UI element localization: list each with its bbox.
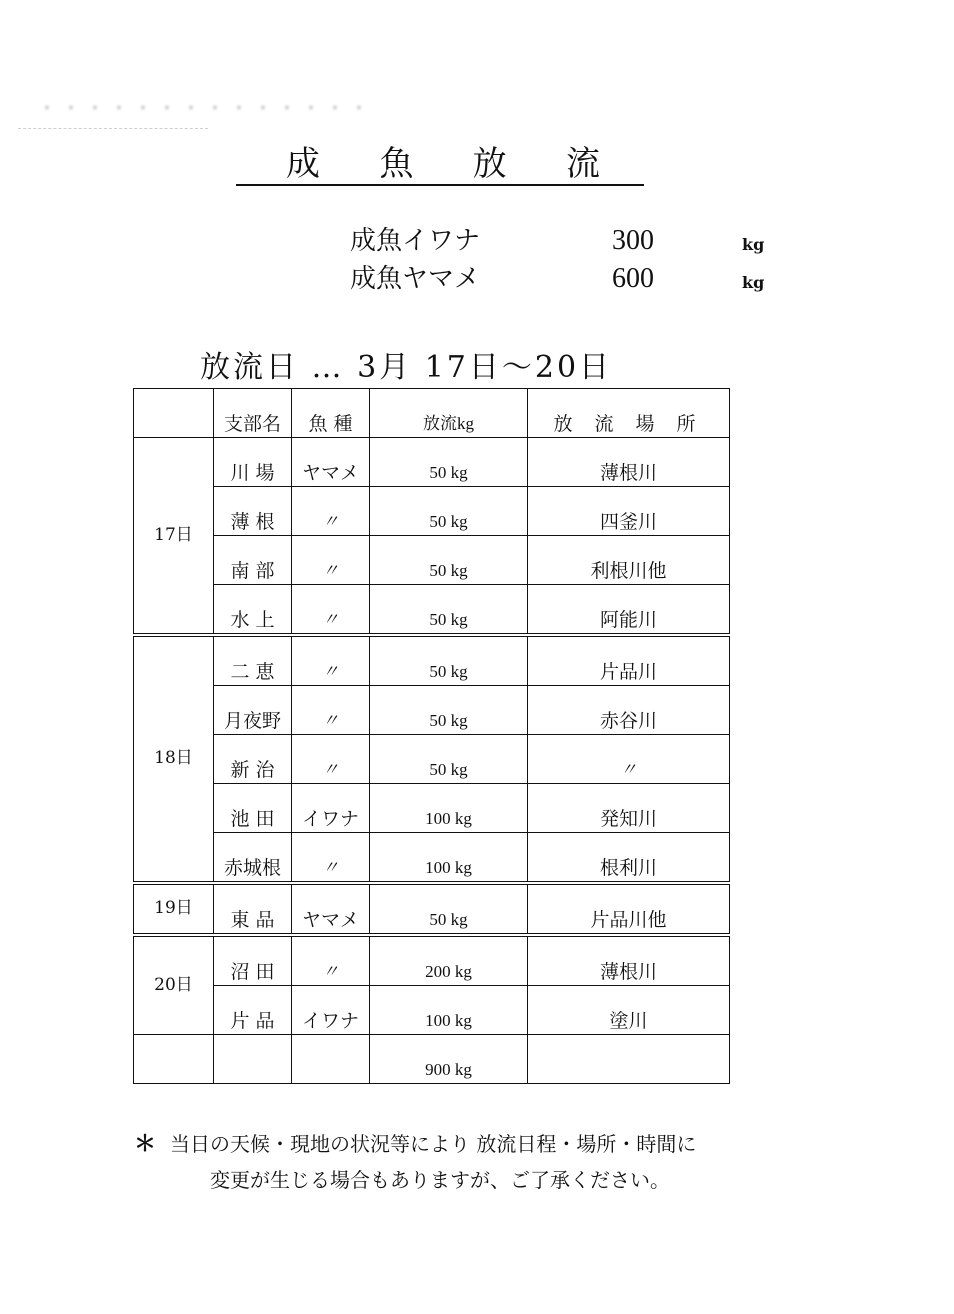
fish-cell: 〃 xyxy=(292,686,370,735)
place-cell: 赤谷川 xyxy=(528,686,730,735)
table-row xyxy=(134,635,730,686)
table-row xyxy=(134,833,730,884)
place-cell: 片品川 xyxy=(528,635,730,686)
fish-cell: ヤマメ xyxy=(292,438,370,487)
place-cell: 阿能川 xyxy=(528,585,730,636)
table-row xyxy=(134,986,730,1035)
asterisk-icon: ＊ xyxy=(134,1131,157,1157)
day-cell-19: 19日 xyxy=(134,883,214,935)
release-dates: 放流日 … 3月 17日〜20日 xyxy=(200,350,613,385)
notice xyxy=(134,1126,834,1198)
branch-cell: 池 田 xyxy=(214,784,292,833)
summary-unit: kg xyxy=(742,273,765,292)
branch-cell: 水 上 xyxy=(214,585,292,636)
place-cell: 薄根川 xyxy=(528,438,730,487)
branch-cell: 川 場 xyxy=(214,438,292,487)
table-header-row xyxy=(134,389,730,438)
place-cell: 塗川 xyxy=(528,986,730,1035)
fish-cell: イワナ xyxy=(292,986,370,1035)
place-cell: 片品川他 xyxy=(528,883,730,935)
amount-cell: 100 kg xyxy=(370,784,528,833)
summary-amount: 600 xyxy=(612,263,654,294)
day-cell-20: 20日 xyxy=(134,935,214,1035)
header-amount: 放流kg xyxy=(370,389,528,438)
title-char-3: 放 xyxy=(472,144,507,184)
fish-cell: 〃 xyxy=(292,536,370,585)
amount-cell: 50 kg xyxy=(370,883,528,935)
day-cell-18: 18日 xyxy=(134,635,214,883)
total-empty-place xyxy=(528,1035,730,1084)
notice-text-1: 当日の天候・現地の状況等により 放流日程・場所・時間に xyxy=(170,1132,697,1156)
table-row xyxy=(134,585,730,636)
table-row xyxy=(134,883,730,935)
total-row xyxy=(134,1035,730,1084)
branch-cell: 東 品 xyxy=(214,883,292,935)
branch-cell: 片 品 xyxy=(214,986,292,1035)
branch-cell: 南 部 xyxy=(214,536,292,585)
amount-cell: 50 kg xyxy=(370,686,528,735)
fish-cell: ヤマメ xyxy=(292,883,370,935)
place-cell: 〃 xyxy=(528,735,730,784)
table-row xyxy=(134,935,730,986)
total-empty-fish xyxy=(292,1035,370,1084)
summary-row-iwana xyxy=(350,222,780,260)
total-empty-day xyxy=(134,1035,214,1084)
header-fish: 魚 種 xyxy=(292,389,370,438)
table-row xyxy=(134,438,730,487)
place-cell: 四釜川 xyxy=(528,487,730,536)
fish-cell: 〃 xyxy=(292,487,370,536)
header-place: 放 流 場 所 xyxy=(528,389,730,438)
summary-row-yamame xyxy=(350,260,780,298)
fish-cell: イワナ xyxy=(292,784,370,833)
fish-cell: 〃 xyxy=(292,585,370,636)
fish-cell: 〃 xyxy=(292,833,370,884)
header-branch: 支部名 xyxy=(214,389,292,438)
place-cell: 根利川 xyxy=(528,833,730,884)
fish-cell: 〃 xyxy=(292,735,370,784)
title-char-1: 成 xyxy=(286,144,320,184)
amount-cell: 100 kg xyxy=(370,986,528,1035)
summary-unit: kg xyxy=(742,235,765,254)
summary-fish-name: 成魚ヤマメ xyxy=(350,264,481,294)
place-cell: 発知川 xyxy=(528,784,730,833)
summary-fish-name: 成魚イワナ xyxy=(350,226,481,256)
amount-cell: 50 kg xyxy=(370,536,528,585)
faint-header-line xyxy=(18,128,208,129)
summary-amount: 300 xyxy=(612,225,654,256)
fish-cell: 〃 xyxy=(292,935,370,986)
branch-cell: 月夜野 xyxy=(214,686,292,735)
header-day xyxy=(134,389,214,438)
amount-cell: 50 kg xyxy=(370,635,528,686)
table-row xyxy=(134,735,730,784)
table-row xyxy=(134,536,730,585)
title-char-4: 流 xyxy=(565,144,600,184)
day-cell-17: 17日 xyxy=(134,438,214,636)
release-summary xyxy=(350,222,780,298)
branch-cell: 新 治 xyxy=(214,735,292,784)
place-cell: 利根川他 xyxy=(528,536,730,585)
table-row xyxy=(134,487,730,536)
fish-cell: 〃 xyxy=(292,635,370,686)
branch-cell: 沼 田 xyxy=(214,935,292,986)
amount-cell: 50 kg xyxy=(370,438,528,487)
amount-cell: 50 kg xyxy=(370,585,528,636)
total-amount-cell: 900 kg xyxy=(370,1035,528,1084)
branch-cell: 赤城根 xyxy=(214,833,292,884)
table-row xyxy=(134,686,730,735)
total-empty-branch xyxy=(214,1035,292,1084)
branch-cell: 薄 根 xyxy=(214,487,292,536)
place-cell: 薄根川 xyxy=(528,935,730,986)
amount-cell: 200 kg xyxy=(370,935,528,986)
amount-cell: 50 kg xyxy=(370,487,528,536)
page-title xyxy=(236,142,644,186)
release-schedule-table xyxy=(133,388,730,1084)
table-row xyxy=(134,784,730,833)
branch-cell: 二 恵 xyxy=(214,635,292,686)
title-char-2: 魚 xyxy=(379,144,414,184)
notice-line-1 xyxy=(134,1126,834,1162)
amount-cell: 50 kg xyxy=(370,735,528,784)
amount-cell: 100 kg xyxy=(370,833,528,884)
faint-header-text: ・・・・・・・・・・・・・・ xyxy=(36,97,373,122)
notice-line-2: 変更が生じる場合もありますが、ご了承ください。 xyxy=(210,1168,670,1192)
